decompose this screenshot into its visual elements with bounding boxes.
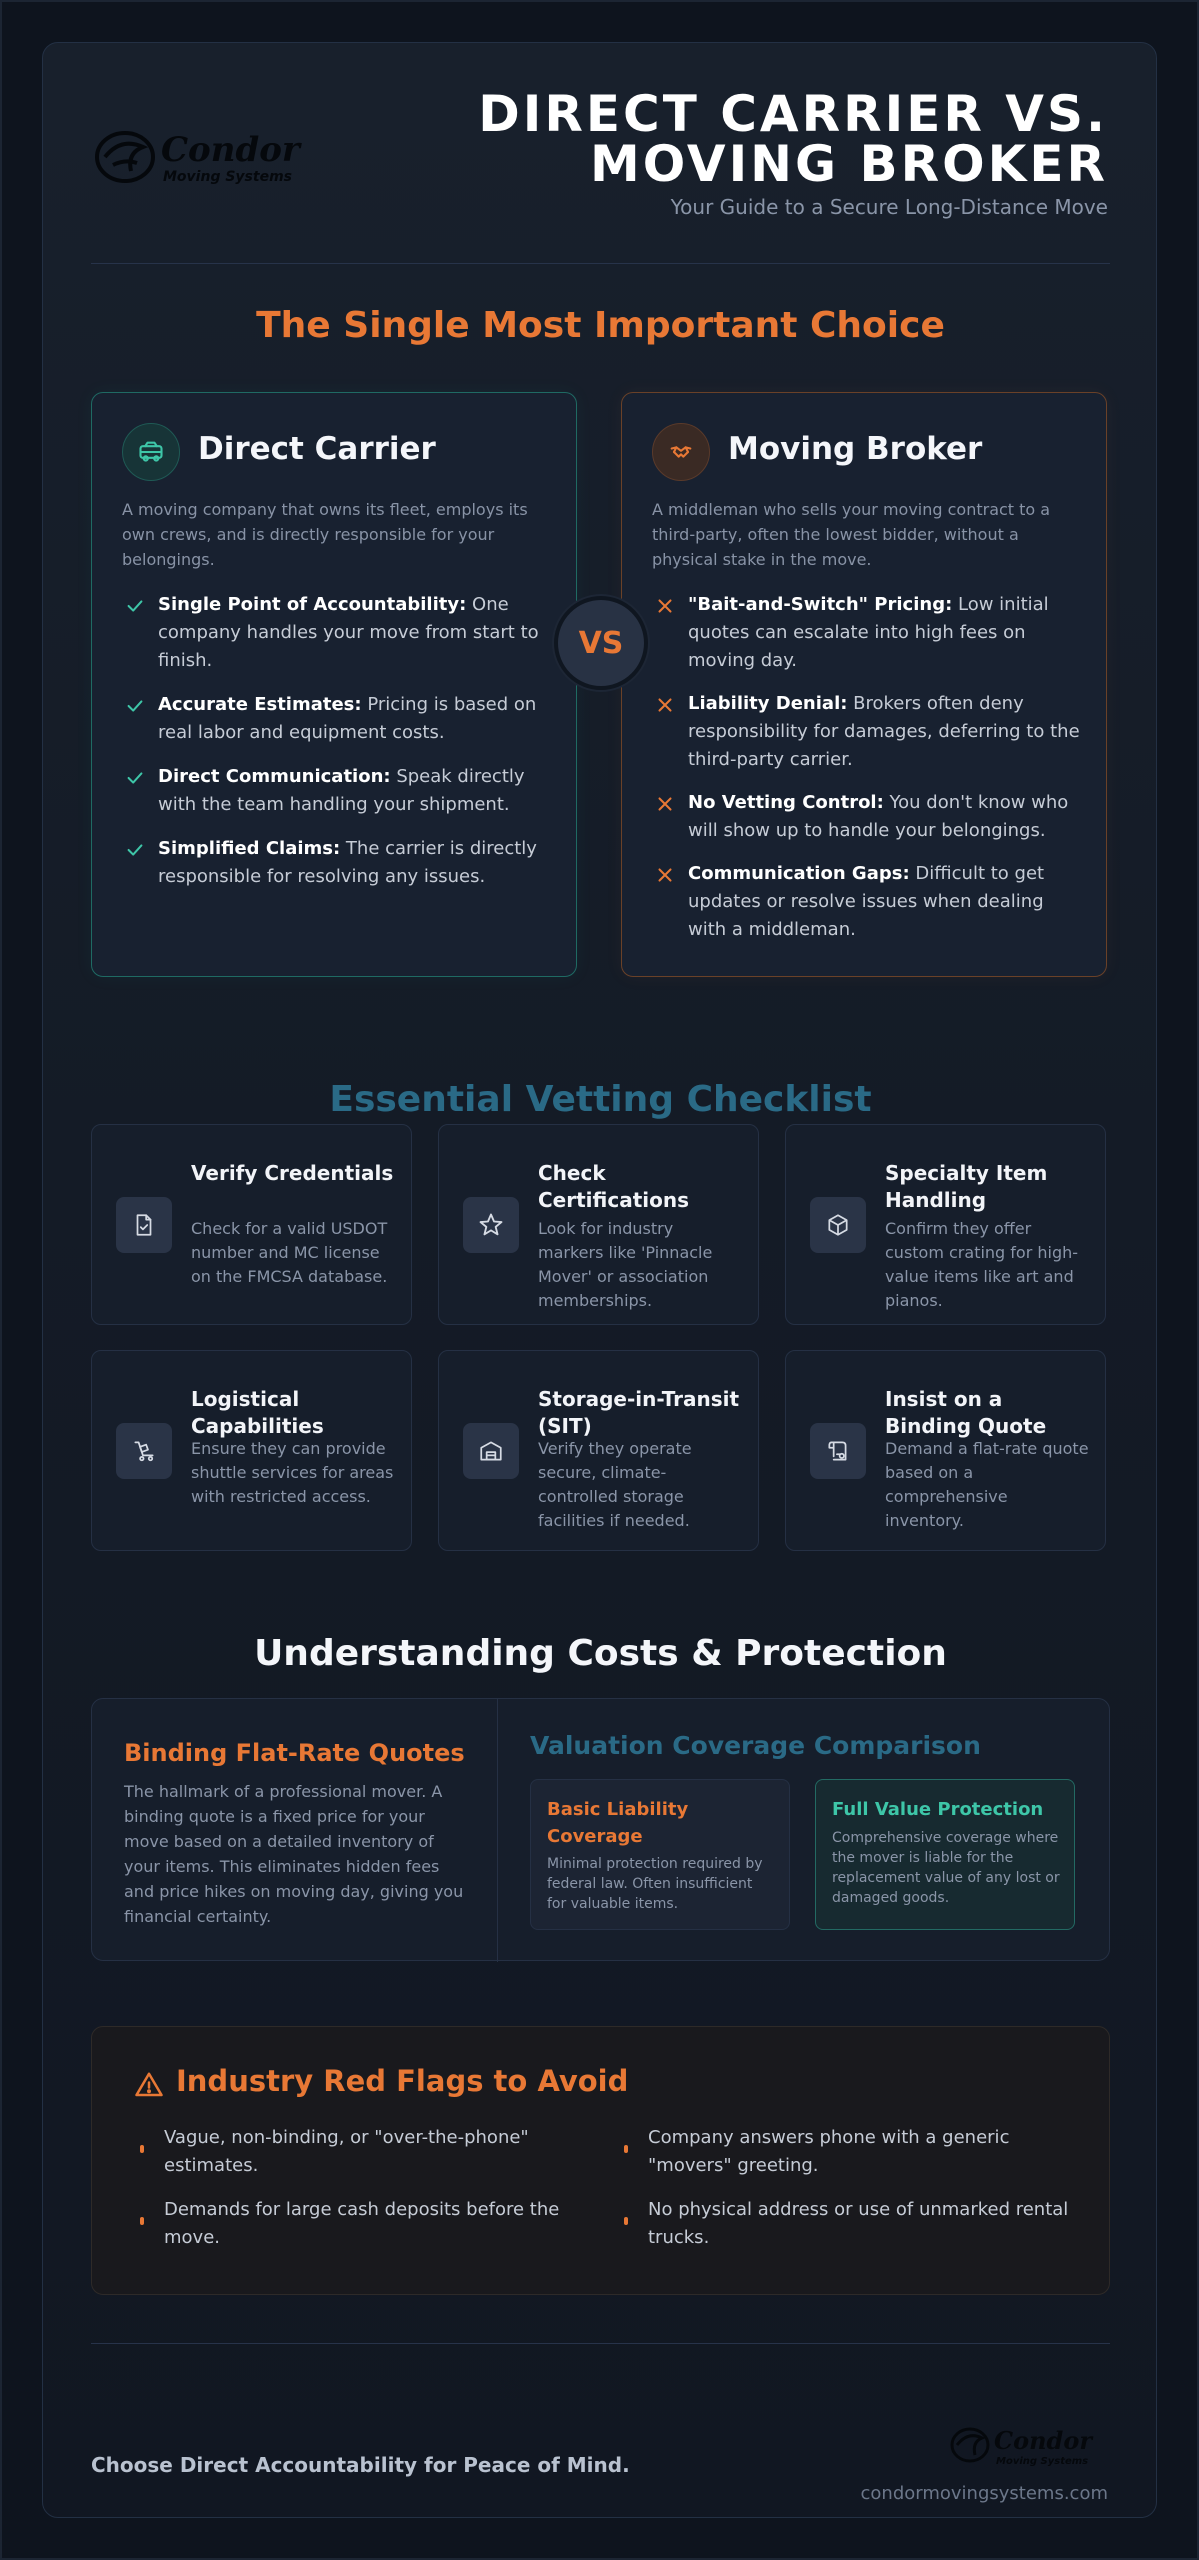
point-text: Difficult to get updates or resolve issues when dealing with a middleman. — [688, 863, 1045, 940]
point-text: Low initial quotes can escalate into high fees on moving day. — [688, 594, 1049, 671]
checklist-title: Logistical Capabilities — [191, 1387, 324, 1438]
point-text: Brokers often deny responsibility for damages, deferring to the third-party carrier. — [688, 693, 1080, 770]
broker-risks-list — [652, 591, 1082, 959]
point-label: Liability Denial: — [688, 693, 848, 714]
signed-quote-icon — [810, 1423, 866, 1479]
direct-carrier-panel — [91, 392, 577, 977]
logo-wordmark: Condor — [161, 130, 300, 170]
full-value-title: Full Value Protection — [832, 1799, 1044, 1820]
point-label: Communication Gaps: — [688, 863, 910, 884]
list-item — [652, 860, 1082, 944]
document-check-icon — [116, 1197, 172, 1253]
title-line-1: DIRECT CARRIER VS. — [478, 85, 1108, 143]
checklist-card-storage-in-transit — [438, 1350, 759, 1551]
warehouse-icon — [463, 1423, 519, 1479]
point-text: One company handles your move from start to finish. — [158, 594, 539, 671]
footer-condor-logo — [948, 2419, 1108, 2471]
footer-website-link[interactable]: condormovingsystems.com — [860, 2483, 1108, 2504]
checklist-description: Ensure they can provide shuttle services for areas with restricted access. — [191, 1439, 394, 1506]
checklist-description: Check for a valid USDOT number and MC license on the FMCSA database. — [191, 1219, 388, 1286]
list-item — [122, 691, 552, 747]
title-line-2: MOVING BROKER — [589, 135, 1108, 193]
checklist-title: Check Certifications — [538, 1161, 689, 1212]
list-item — [652, 789, 1082, 845]
point-label: Direct Communication: — [158, 766, 391, 787]
red-flags-panel — [91, 2026, 1110, 2295]
point-text: You don't know who will show up to handle your belongings. — [688, 792, 1069, 841]
condor-bird-icon — [952, 2429, 988, 2461]
list-item — [122, 835, 552, 891]
red-flag-item: Vague, non-binding, or "over-the-phone" estimates. — [164, 2127, 529, 2176]
red-flag-item: Company answers phone with a generic "movers" greeting. — [648, 2127, 1010, 2176]
valuation-title: Valuation Coverage Comparison — [530, 1731, 981, 1760]
choice-heading: The Single Most Important Choice — [256, 305, 945, 346]
checklist-card-verify-credentials — [91, 1124, 412, 1325]
checklist-title: Verify Credentials — [191, 1161, 394, 1185]
carrier-description: A moving company that owns its fleet, employs its own crews, and is directly responsible for your belongings. — [122, 500, 528, 569]
footer-divider — [91, 2343, 1110, 2344]
costs-heading: Understanding Costs & Protection — [254, 1633, 947, 1674]
broker-title: Moving Broker — [728, 431, 983, 467]
dolly-icon — [116, 1423, 172, 1479]
carrier-benefits-list — [122, 591, 552, 907]
bullet-dot — [624, 2217, 628, 2225]
warning-triangle-icon — [134, 2070, 164, 2100]
list-item — [652, 690, 1082, 774]
red-flags-title: Industry Red Flags to Avoid — [176, 2064, 629, 2098]
basic-liability-title: Basic Liability Coverage — [547, 1799, 689, 1847]
logo-subtext: Moving Systems — [996, 2456, 1089, 2467]
point-label: Simplified Claims: — [158, 838, 341, 859]
check-icon — [124, 695, 146, 717]
checklist-description: Confirm they offer custom crating for high-value items like art and pianos. — [885, 1219, 1079, 1310]
checklist-description: Verify they operate secure, climate-controlled storage facilities if needed. — [538, 1439, 692, 1530]
list-item — [122, 763, 552, 819]
checklist-card-logistical — [91, 1350, 412, 1551]
checklist-description: Demand a flat-rate quote based on a comprehensive inventory. — [885, 1439, 1089, 1530]
box-icon — [810, 1197, 866, 1253]
vs-badge: VS — [554, 596, 648, 690]
binding-quotes-text: The hallmark of a professional mover. A binding quote is a fixed price for your move based on a detailed inventory of your items. This eliminates hidden fees and price hikes on moving day, giving you financial certainty. — [124, 1782, 464, 1926]
point-label: "Bait-and-Switch" Pricing: — [688, 594, 953, 615]
point-text: The carrier is directly responsible for resolving any issues. — [158, 838, 537, 887]
check-icon — [124, 767, 146, 789]
point-label: No Vetting Control: — [688, 792, 884, 813]
costs-protection-panel — [91, 1698, 1110, 1961]
bullet-dot — [140, 2217, 144, 2225]
full-value-box — [815, 1779, 1075, 1930]
red-flag-item: No physical address or use of unmarked rental trucks. — [648, 2199, 1069, 2248]
handshake-icon — [652, 423, 710, 481]
logo-wordmark: Condor — [994, 2426, 1092, 2455]
binding-quotes-title: Binding Flat-Rate Quotes — [124, 1739, 465, 1767]
condor-logo — [91, 119, 321, 191]
basic-liability-box — [530, 1779, 790, 1930]
checklist-card-specialty-item — [785, 1124, 1106, 1325]
broker-description: A middleman who sells your moving contract to a third-party, often the lowest bidder, without a physical stake in the move. — [652, 500, 1051, 569]
bullet-dot — [624, 2145, 628, 2153]
point-label: Accurate Estimates: — [158, 694, 362, 715]
page-subtitle: Your Guide to a Secure Long-Distance Move — [670, 195, 1108, 219]
basic-liability-desc: Minimal protection required by federal law. Often insufficient for valuable items. — [547, 1856, 763, 1912]
checklist-card-binding-quote — [785, 1350, 1106, 1551]
checklist-title: Insist on a Binding Quote — [885, 1387, 1047, 1438]
point-label: Single Point of Accountability: — [158, 594, 467, 615]
star-icon — [463, 1197, 519, 1253]
costs-divider — [497, 1699, 498, 1962]
page-title — [408, 85, 1108, 193]
bullet-dot — [140, 2145, 144, 2153]
x-icon — [654, 694, 676, 716]
condor-bird-icon — [97, 133, 153, 181]
check-icon — [124, 839, 146, 861]
checklist-title: Specialty Item Handling — [885, 1161, 1048, 1212]
logo-subtext: Moving Systems — [163, 169, 292, 185]
x-icon — [654, 864, 676, 886]
point-text: Pricing is based on real labor and equipment costs. — [158, 694, 537, 743]
carrier-title: Direct Carrier — [198, 431, 436, 467]
x-icon — [654, 595, 676, 617]
list-item — [122, 591, 552, 675]
checklist-description: Look for industry markers like 'Pinnacle Mover' or association memberships. — [538, 1219, 713, 1310]
infographic-card — [42, 42, 1157, 2518]
header-divider — [91, 263, 1110, 264]
checklist-title: Storage-in-Transit (SIT) — [538, 1387, 740, 1438]
check-icon — [124, 595, 146, 617]
red-flag-item: Demands for large cash deposits before the move. — [164, 2199, 560, 2248]
full-value-desc: Comprehensive coverage where the mover is liable for the replacement value of any lost or damaged goods. — [832, 1830, 1060, 1906]
moving-broker-panel — [621, 392, 1107, 977]
checklist-card-check-certifications — [438, 1124, 759, 1325]
checklist-heading: Essential Vetting Checklist — [329, 1079, 872, 1120]
point-text: Speak directly with the team handling your shipment. — [158, 766, 525, 815]
list-item — [652, 591, 1082, 675]
footer-tagline: Choose Direct Accountability for Peace of Mind. — [91, 2453, 630, 2477]
truck-icon — [122, 423, 180, 481]
x-icon — [654, 793, 676, 815]
